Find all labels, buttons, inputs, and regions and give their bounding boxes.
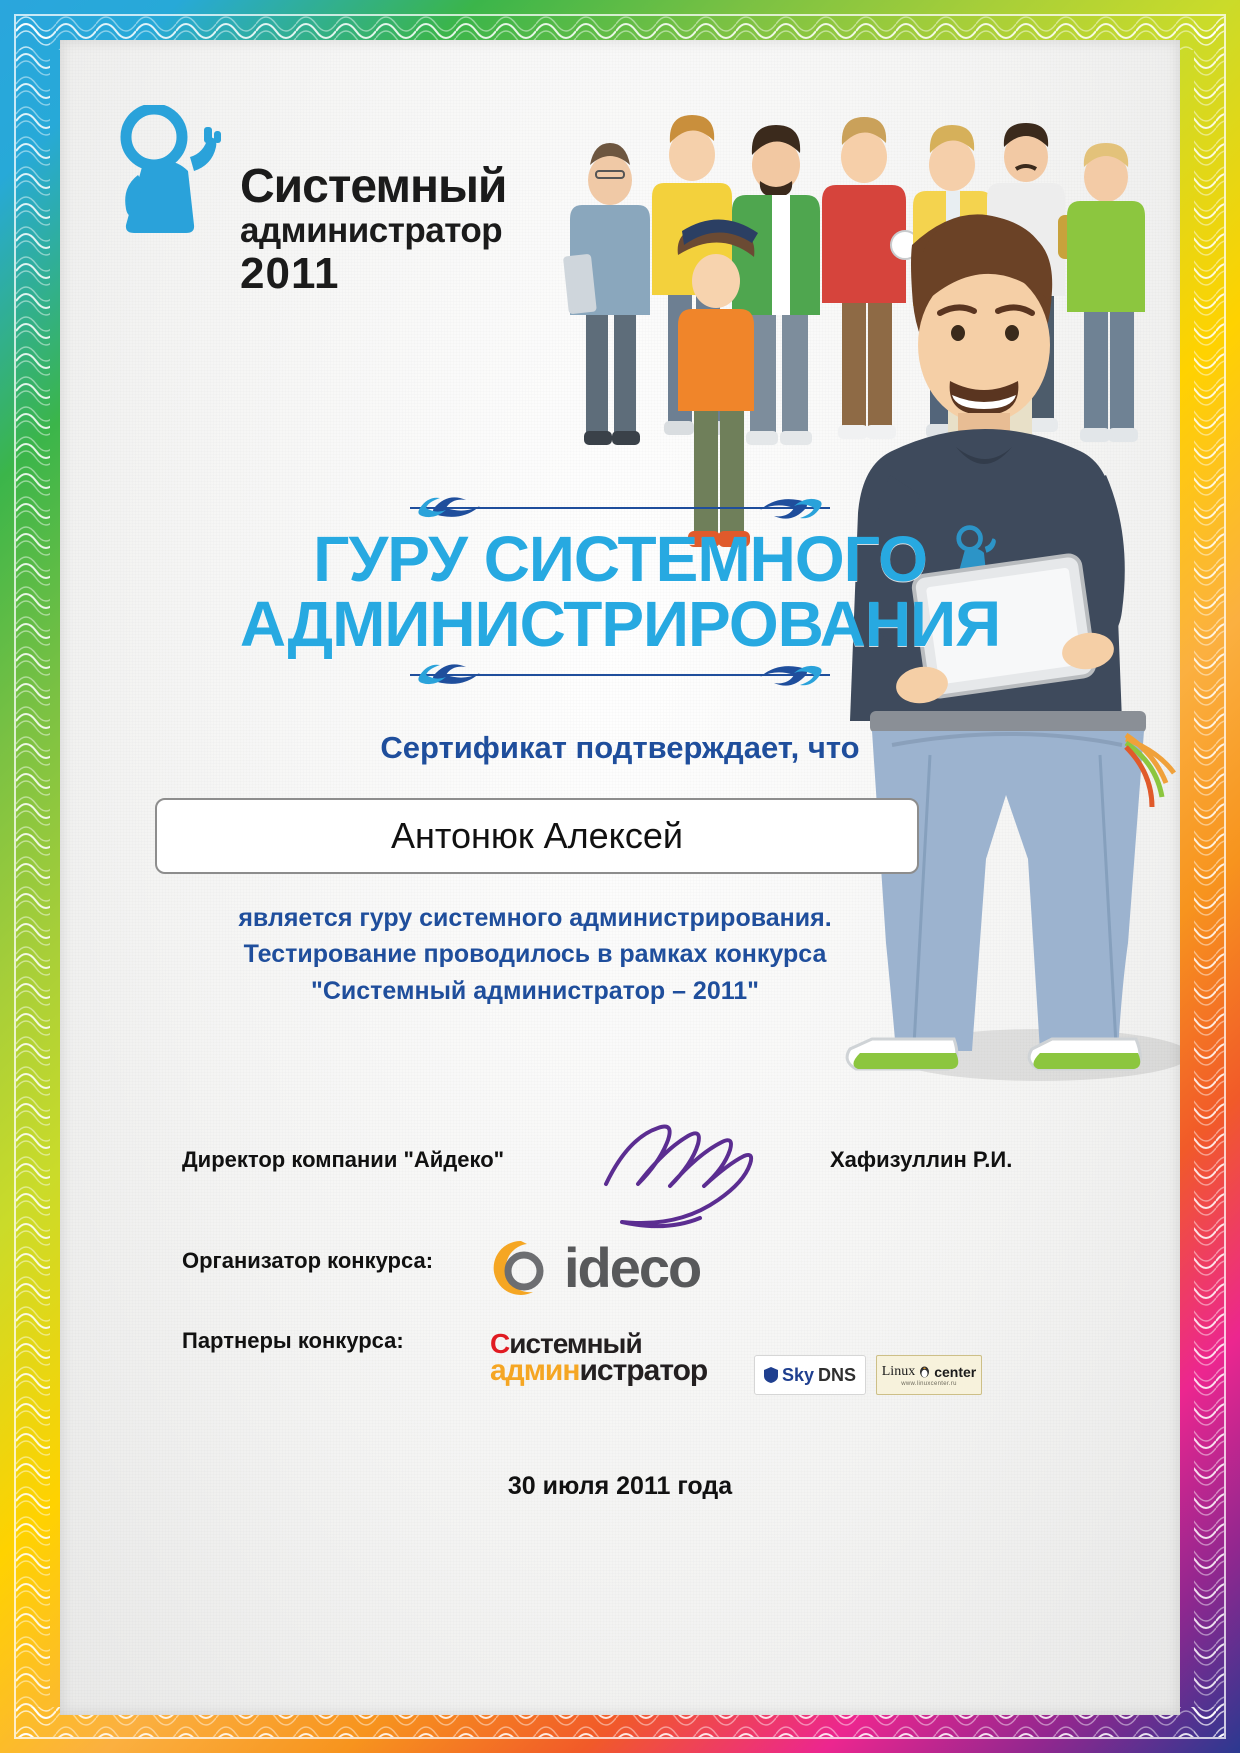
partner-sky-suffix: DNS bbox=[818, 1364, 857, 1385]
ornament-top-icon bbox=[410, 495, 830, 521]
sysadmin-mascot-icon bbox=[112, 105, 232, 295]
certificate-title-block bbox=[60, 495, 1180, 688]
description-line-1: является гуру системного администрирования. bbox=[238, 904, 832, 932]
signer-name: Хафизуллин Р.И. bbox=[830, 1147, 1013, 1172]
partner-logo-skydns bbox=[754, 1355, 866, 1395]
signer-role: Директор компании "Айдеко" bbox=[182, 1147, 505, 1172]
signature-row bbox=[60, 1125, 1180, 1215]
shield-icon bbox=[764, 1367, 778, 1383]
description-line-2: Тестирование проводилось в рамках конкурса bbox=[243, 940, 827, 969]
partner-logo-sysadmin bbox=[490, 1330, 730, 1386]
partner-linux-url: www.linuxcenter.ru bbox=[901, 1380, 957, 1387]
partner-linux-second: center bbox=[934, 1363, 977, 1380]
organizer-label: Организатор конкурса: bbox=[182, 1248, 434, 1273]
penguin-icon bbox=[918, 1365, 931, 1378]
page-title-line-1: ГУРУ СИСТЕМНОГО bbox=[313, 523, 927, 595]
description-line-3: "Системный администратор – 2011" bbox=[310, 976, 760, 1005]
partner-linux-first: Linux bbox=[881, 1363, 916, 1379]
ideco-wordmark: ideco bbox=[564, 1236, 701, 1299]
ornament-bottom-icon bbox=[410, 662, 830, 688]
partner-sky-prefix: Sky bbox=[781, 1364, 814, 1385]
recipient-name-field bbox=[155, 798, 919, 874]
partners-label: Партнеры конкурса: bbox=[182, 1328, 404, 1353]
ideco-mark-icon bbox=[490, 1237, 552, 1299]
partner-sa-c: С bbox=[490, 1328, 510, 1359]
page-title bbox=[60, 523, 1180, 661]
partner-sa-istrator: истратор bbox=[579, 1354, 708, 1387]
recipient-name: Антонюк Алексей bbox=[391, 815, 683, 856]
partner-sa-admin: админ bbox=[490, 1354, 580, 1387]
logo-line-2: администратор bbox=[240, 211, 503, 250]
logo-line-1: Системный bbox=[240, 160, 507, 213]
confirmation-text: Сертификат подтверждает, что bbox=[380, 730, 860, 765]
organizer-logo bbox=[490, 1235, 700, 1300]
partner-logo-linuxcenter bbox=[876, 1355, 982, 1395]
certificate-body bbox=[60, 40, 1180, 1715]
partner-sa-istem: истемный bbox=[509, 1328, 642, 1359]
logo-year: 2011 bbox=[240, 249, 340, 298]
description-text bbox=[120, 900, 950, 1009]
signature-icon bbox=[590, 1100, 810, 1230]
page-title-line-2: АДМИНИСТРИРОВАНИЯ bbox=[239, 588, 1001, 661]
contest-logo bbox=[112, 105, 532, 355]
issue-date: 30 июля 2011 года bbox=[507, 1472, 733, 1500]
